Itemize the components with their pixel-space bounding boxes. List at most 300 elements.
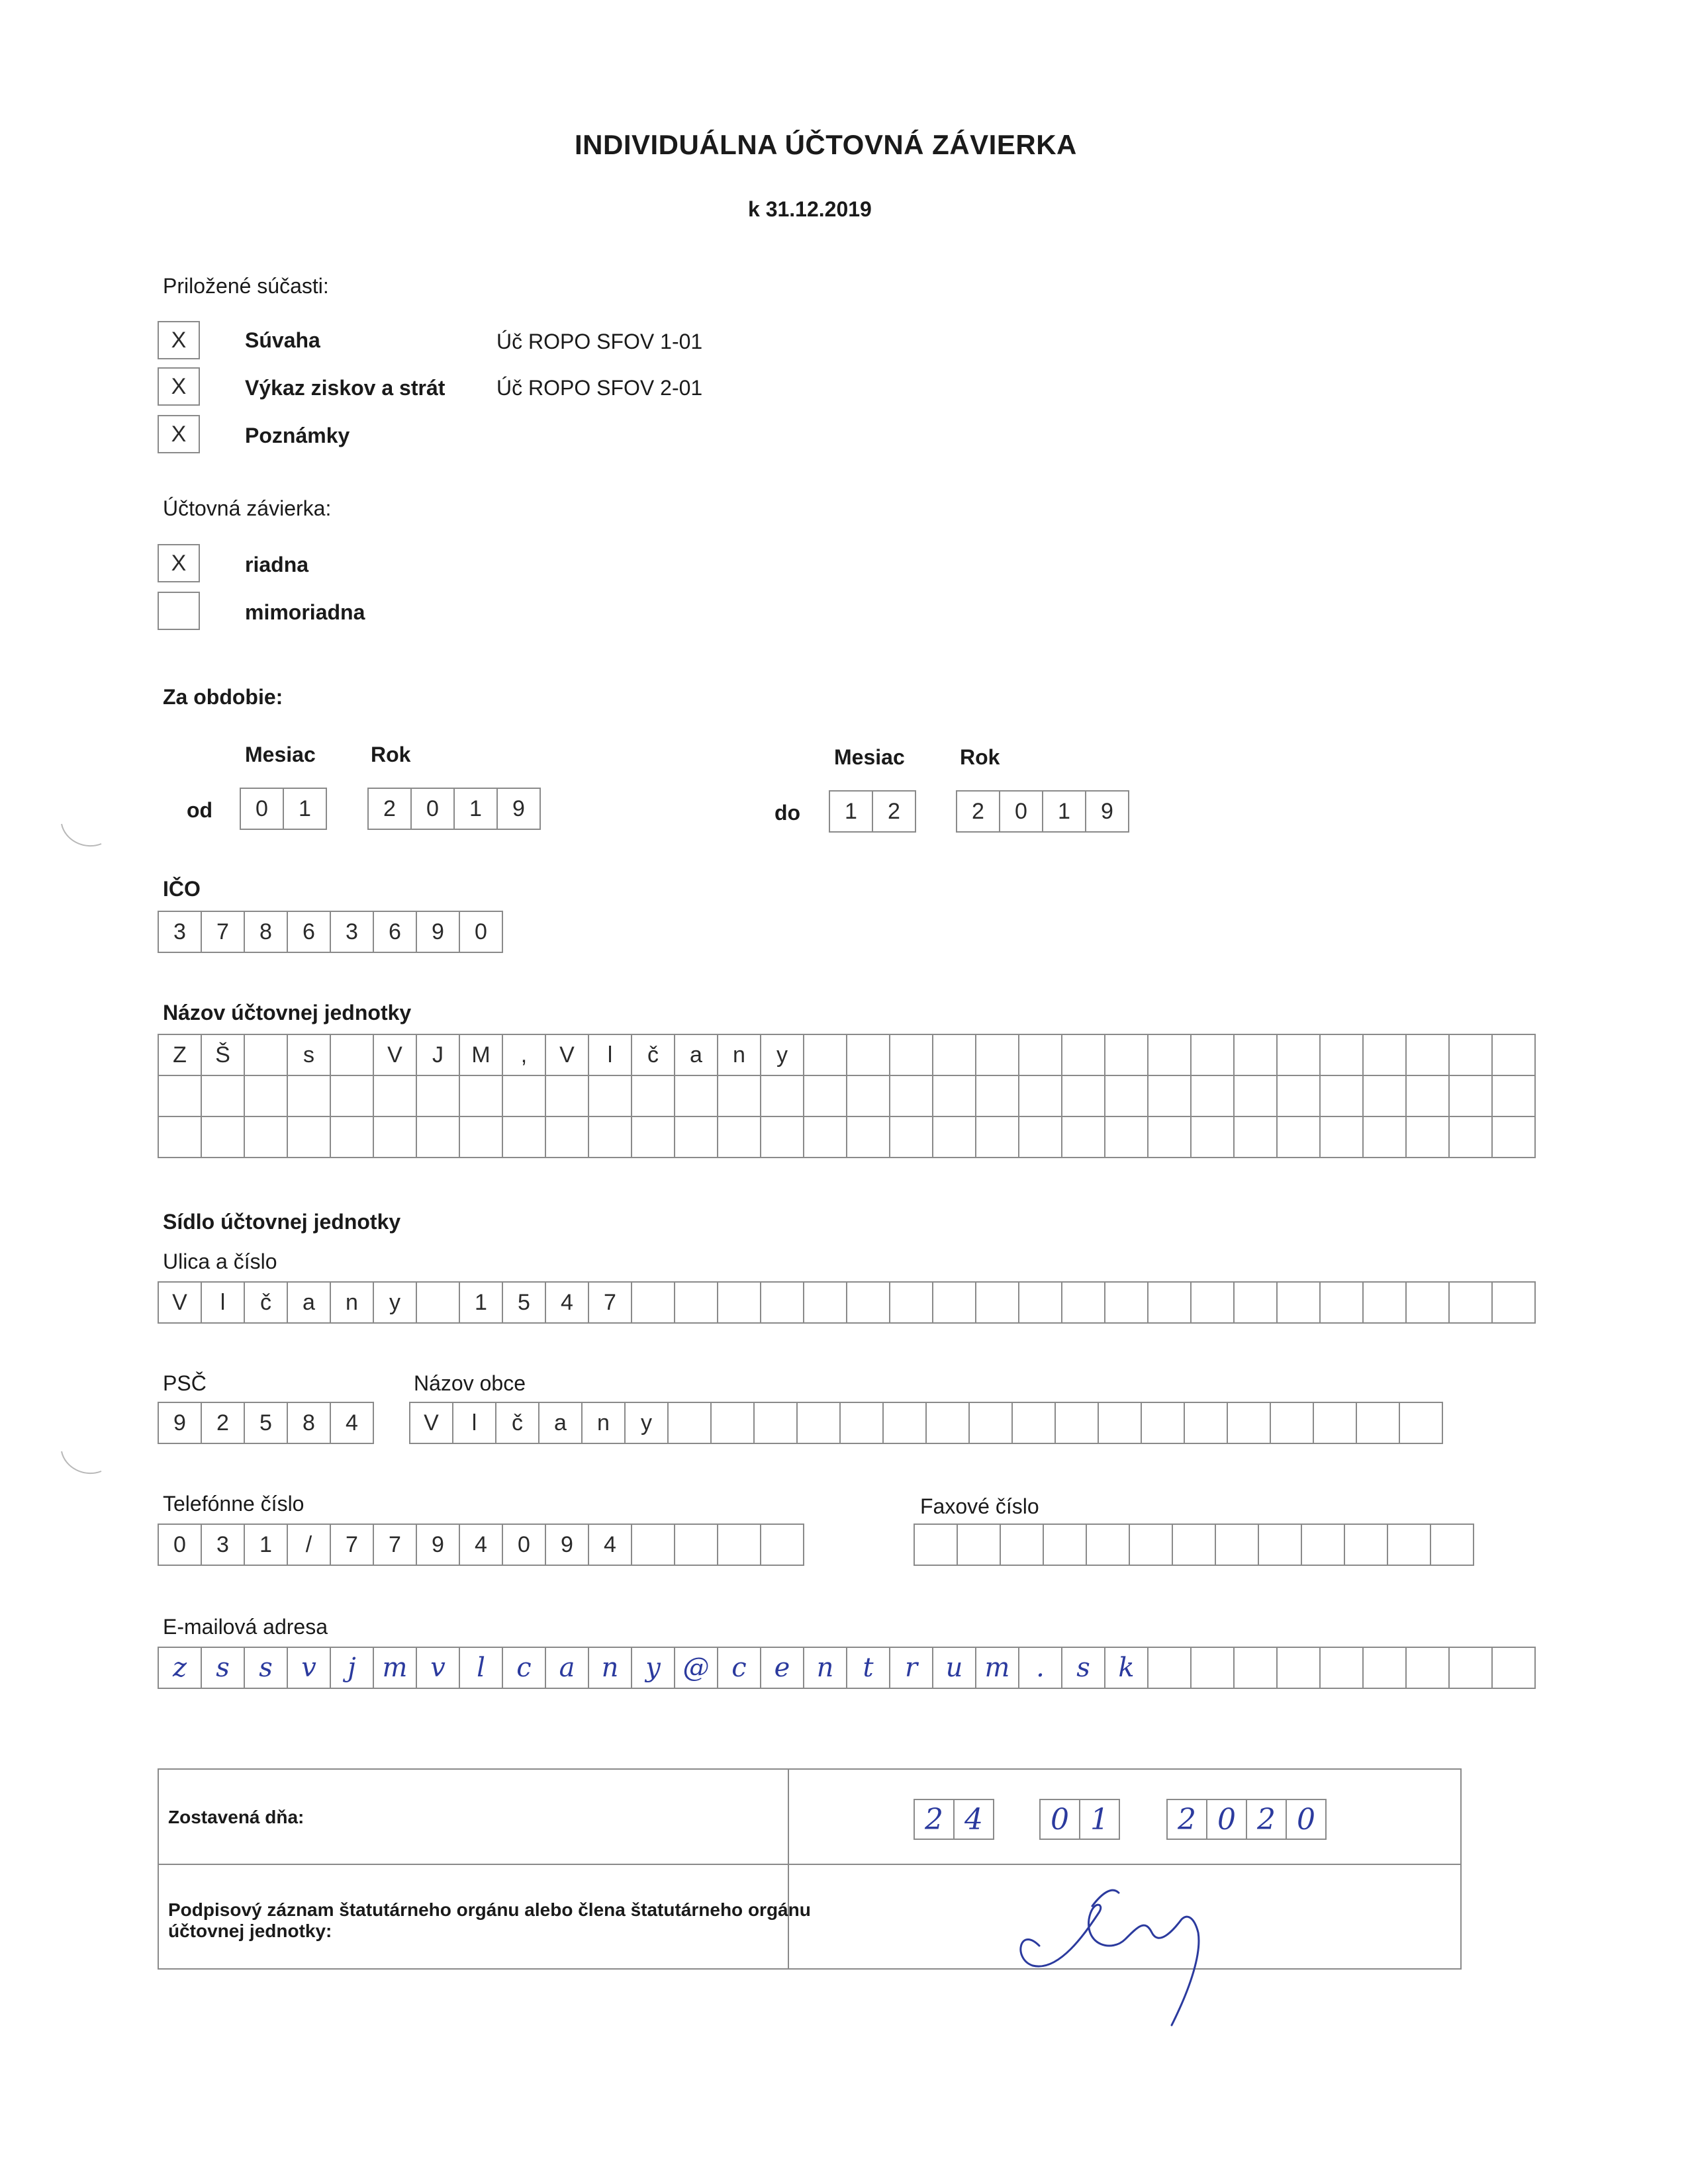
attachment-code-vykaz: Úč ROPO SFOV 2-01 xyxy=(496,376,703,400)
fax-char[interactable] xyxy=(1172,1524,1216,1566)
entity-name-char[interactable] xyxy=(1104,1116,1149,1158)
entity-name-char[interactable] xyxy=(1018,1034,1062,1076)
phone-char[interactable] xyxy=(760,1524,804,1566)
email-char[interactable]: r xyxy=(889,1647,933,1689)
entity-name-char[interactable] xyxy=(1491,1034,1536,1076)
street-char[interactable] xyxy=(1276,1281,1321,1324)
city-char[interactable] xyxy=(1141,1402,1185,1444)
entity-name-char[interactable] xyxy=(717,1075,761,1117)
city-char[interactable]: V xyxy=(409,1402,453,1444)
binder-hole-mark xyxy=(58,1448,105,1481)
street-char[interactable] xyxy=(1448,1281,1493,1324)
attachment-checkbox-suvaha[interactable]: X xyxy=(158,321,200,359)
entity-name-char[interactable] xyxy=(846,1034,890,1076)
attachment-code-suvaha: Úč ROPO SFOV 1-01 xyxy=(496,330,703,353)
entity-name-char[interactable] xyxy=(1491,1075,1536,1117)
entity-name-char[interactable] xyxy=(1448,1075,1493,1117)
entity-name-char[interactable] xyxy=(631,1116,675,1158)
ico-digit[interactable]: 3 xyxy=(330,911,374,953)
street-grid xyxy=(158,1281,1536,1324)
closing-checkbox-mimoriadna[interactable] xyxy=(158,592,200,630)
phone-char[interactable]: 7 xyxy=(330,1524,374,1566)
entity-name-grid xyxy=(158,1034,1536,1158)
street-char[interactable] xyxy=(717,1281,761,1324)
street-char[interactable] xyxy=(975,1281,1019,1324)
phone-char[interactable]: 4 xyxy=(588,1524,632,1566)
zip-grid xyxy=(158,1402,374,1444)
entity-name-char[interactable] xyxy=(158,1075,202,1117)
footer-table-divider xyxy=(158,1864,1460,1865)
entity-name-char[interactable] xyxy=(803,1075,847,1117)
from-year-digit[interactable]: 0 xyxy=(410,788,455,830)
email-char[interactable]: k xyxy=(1104,1647,1149,1689)
entity-name-char[interactable] xyxy=(1319,1116,1364,1158)
phone-label: Telefónne číslo xyxy=(163,1492,305,1516)
fax-char[interactable] xyxy=(957,1524,1001,1566)
zip-digit[interactable]: 5 xyxy=(244,1402,288,1444)
entity-name-char[interactable] xyxy=(1233,1116,1278,1158)
fax-char[interactable] xyxy=(1301,1524,1345,1566)
from-year-digit[interactable]: 2 xyxy=(367,788,412,830)
entity-name-char[interactable] xyxy=(889,1034,933,1076)
city-char[interactable] xyxy=(1227,1402,1271,1444)
compiled-day-digit[interactable]: 4 xyxy=(953,1799,994,1840)
email-char[interactable] xyxy=(1405,1647,1450,1689)
city-char[interactable] xyxy=(1011,1402,1056,1444)
ico-digit[interactable]: 0 xyxy=(459,911,503,953)
entity-name-row xyxy=(158,1034,1536,1076)
compiled-month-grid xyxy=(1039,1799,1120,1840)
street-char[interactable] xyxy=(760,1281,804,1324)
street-char[interactable] xyxy=(1104,1281,1149,1324)
street-char[interactable] xyxy=(416,1281,460,1324)
phone-grid xyxy=(158,1524,804,1566)
entity-name-char[interactable]: č xyxy=(631,1034,675,1076)
city-char[interactable]: l xyxy=(452,1402,496,1444)
from-year-label: Rok xyxy=(371,743,411,766)
entity-name-char[interactable] xyxy=(1061,1075,1105,1117)
compiled-year-digit[interactable]: 2 xyxy=(1166,1799,1207,1840)
entity-name-char[interactable] xyxy=(330,1075,374,1117)
entity-name-char[interactable] xyxy=(330,1034,374,1076)
entity-name-char[interactable]: J xyxy=(416,1034,460,1076)
zip-label: PSČ xyxy=(163,1371,207,1395)
entity-name-char[interactable] xyxy=(1018,1075,1062,1117)
city-char[interactable] xyxy=(1399,1402,1443,1444)
street-char[interactable]: a xyxy=(287,1281,331,1324)
email-char[interactable]: c xyxy=(717,1647,761,1689)
ico-digit[interactable]: 6 xyxy=(373,911,417,953)
city-char[interactable] xyxy=(968,1402,1013,1444)
phone-char[interactable] xyxy=(631,1524,675,1566)
zip-digit[interactable]: 8 xyxy=(287,1402,331,1444)
entity-name-char[interactable] xyxy=(373,1116,417,1158)
street-char[interactable] xyxy=(1405,1281,1450,1324)
phone-char[interactable]: 0 xyxy=(502,1524,546,1566)
email-char[interactable]: v xyxy=(287,1647,331,1689)
to-month-digit[interactable]: 2 xyxy=(872,790,916,833)
fax-char[interactable] xyxy=(1215,1524,1259,1566)
phone-char[interactable] xyxy=(674,1524,718,1566)
to-year-digit[interactable]: 2 xyxy=(956,790,1000,833)
entity-name-char[interactable] xyxy=(244,1116,288,1158)
entity-name-char[interactable] xyxy=(1061,1034,1105,1076)
entity-name-char[interactable]: s xyxy=(287,1034,331,1076)
entity-name-char[interactable] xyxy=(416,1075,460,1117)
to-month-grid xyxy=(829,790,916,833)
entity-name-char[interactable] xyxy=(1276,1034,1321,1076)
city-char[interactable] xyxy=(925,1402,970,1444)
street-char[interactable] xyxy=(889,1281,933,1324)
signature-scribble xyxy=(1013,1873,1238,2045)
entity-name-char[interactable] xyxy=(1104,1075,1149,1117)
binder-hole-mark xyxy=(58,821,105,854)
zip-digit[interactable]: 4 xyxy=(330,1402,374,1444)
email-char[interactable]: e xyxy=(760,1647,804,1689)
entity-name-char[interactable] xyxy=(1276,1116,1321,1158)
email-char[interactable]: @ xyxy=(674,1647,718,1689)
email-char[interactable] xyxy=(1190,1647,1235,1689)
phone-char[interactable]: 0 xyxy=(158,1524,202,1566)
email-char[interactable]: m xyxy=(373,1647,417,1689)
street-char[interactable] xyxy=(1147,1281,1192,1324)
from-year-digit[interactable]: 1 xyxy=(453,788,498,830)
street-label: Ulica a číslo xyxy=(163,1250,277,1273)
ico-digit[interactable]: 3 xyxy=(158,911,202,953)
footer-table-divider xyxy=(788,1768,789,1968)
fax-char[interactable] xyxy=(1258,1524,1302,1566)
entity-name-char[interactable] xyxy=(975,1075,1019,1117)
entity-name-char[interactable] xyxy=(244,1075,288,1117)
entity-name-char[interactable] xyxy=(932,1034,976,1076)
street-char[interactable] xyxy=(1061,1281,1105,1324)
entity-name-char[interactable]: V xyxy=(545,1034,589,1076)
entity-name-char[interactable] xyxy=(330,1116,374,1158)
entity-name-char[interactable] xyxy=(932,1116,976,1158)
street-char[interactable] xyxy=(803,1281,847,1324)
fax-grid xyxy=(914,1524,1474,1566)
ico-grid xyxy=(158,911,503,953)
compiled-label: Zostavená dňa: xyxy=(168,1807,305,1827)
ico-digit[interactable]: 8 xyxy=(244,911,288,953)
entity-name-char[interactable]: , xyxy=(502,1034,546,1076)
entity-name-char[interactable]: a xyxy=(674,1034,718,1076)
email-char[interactable] xyxy=(1147,1647,1192,1689)
to-year-digit[interactable]: 1 xyxy=(1042,790,1086,833)
document-title: INDIVIDUÁLNA ÚČTOVNÁ ZÁVIERKA xyxy=(575,129,1077,160)
entity-name-char[interactable] xyxy=(674,1075,718,1117)
compiled-day-digit[interactable]: 2 xyxy=(914,1799,955,1840)
entity-name-row xyxy=(158,1116,1536,1158)
fax-char[interactable] xyxy=(1129,1524,1173,1566)
attachment-checkbox-vykaz[interactable]: X xyxy=(158,367,200,406)
attachment-label-suvaha: Súvaha xyxy=(245,328,320,352)
city-char[interactable] xyxy=(1184,1402,1228,1444)
email-char[interactable]: a xyxy=(545,1647,589,1689)
entity-name-char[interactable] xyxy=(1190,1116,1235,1158)
street-char[interactable] xyxy=(846,1281,890,1324)
entity-name-char[interactable] xyxy=(717,1116,761,1158)
city-char[interactable] xyxy=(1055,1402,1099,1444)
email-char[interactable]: y xyxy=(631,1647,675,1689)
fax-char[interactable] xyxy=(914,1524,958,1566)
entity-name-char[interactable] xyxy=(545,1116,589,1158)
phone-char[interactable] xyxy=(717,1524,761,1566)
email-char[interactable]: u xyxy=(932,1647,976,1689)
entity-name-char[interactable] xyxy=(588,1075,632,1117)
to-year-digit[interactable]: 9 xyxy=(1085,790,1129,833)
compiled-year-digit[interactable]: 2 xyxy=(1246,1799,1287,1840)
entity-name-char[interactable] xyxy=(1405,1116,1450,1158)
compiled-month-digit[interactable]: 0 xyxy=(1039,1799,1080,1840)
email-char[interactable]: s xyxy=(1061,1647,1105,1689)
entity-name-char[interactable] xyxy=(459,1075,503,1117)
entity-name-char[interactable] xyxy=(846,1075,890,1117)
entity-name-char[interactable] xyxy=(1448,1034,1493,1076)
city-char[interactable] xyxy=(1356,1402,1400,1444)
street-char[interactable] xyxy=(1018,1281,1062,1324)
fax-char[interactable] xyxy=(1344,1524,1388,1566)
phone-char[interactable]: 4 xyxy=(459,1524,503,1566)
city-char[interactable] xyxy=(1313,1402,1357,1444)
ico-digit[interactable]: 9 xyxy=(416,911,460,953)
entity-name-char[interactable] xyxy=(1448,1116,1493,1158)
entity-name-char[interactable]: y xyxy=(760,1034,804,1076)
entity-name-char[interactable]: M xyxy=(459,1034,503,1076)
from-month-digit[interactable]: 0 xyxy=(240,788,284,830)
entity-name-char[interactable] xyxy=(1233,1034,1278,1076)
compiled-year-digit[interactable]: 0 xyxy=(1286,1799,1327,1840)
email-char[interactable] xyxy=(1448,1647,1493,1689)
email-grid xyxy=(158,1647,1536,1689)
city-char[interactable]: n xyxy=(581,1402,626,1444)
email-char[interactable]: j xyxy=(330,1647,374,1689)
entity-name-char[interactable] xyxy=(1405,1034,1450,1076)
email-char[interactable] xyxy=(1276,1647,1321,1689)
fax-char[interactable] xyxy=(1043,1524,1087,1566)
phone-char[interactable]: 7 xyxy=(373,1524,417,1566)
entity-name-char[interactable] xyxy=(1147,1075,1192,1117)
to-year-grid xyxy=(956,790,1129,833)
entity-name-char[interactable] xyxy=(373,1075,417,1117)
entity-name-char[interactable] xyxy=(760,1075,804,1117)
entity-name-char[interactable] xyxy=(1276,1075,1321,1117)
compiled-month-digit[interactable]: 1 xyxy=(1079,1799,1120,1840)
compiled-year-digit[interactable]: 0 xyxy=(1206,1799,1247,1840)
entity-name-char[interactable] xyxy=(502,1075,546,1117)
closing-checkbox-riadna[interactable]: X xyxy=(158,544,200,582)
attachments-label: Priložené súčasti: xyxy=(163,274,329,298)
entity-name-char[interactable] xyxy=(1362,1034,1407,1076)
compiled-year-grid xyxy=(1166,1799,1327,1840)
zip-digit[interactable]: 9 xyxy=(158,1402,202,1444)
street-char[interactable]: 7 xyxy=(588,1281,632,1324)
email-char[interactable]: . xyxy=(1018,1647,1062,1689)
to-year-digit[interactable]: 0 xyxy=(999,790,1043,833)
entity-name-char[interactable] xyxy=(502,1116,546,1158)
fax-char[interactable] xyxy=(1387,1524,1431,1566)
entity-name-char[interactable] xyxy=(1405,1075,1450,1117)
email-char[interactable]: c xyxy=(502,1647,546,1689)
closing-label-riadna: riadna xyxy=(245,553,309,576)
entity-name-char[interactable] xyxy=(1319,1034,1364,1076)
street-char[interactable] xyxy=(674,1281,718,1324)
entity-name-char[interactable] xyxy=(459,1116,503,1158)
from-year-grid xyxy=(367,788,541,830)
entity-name-char[interactable] xyxy=(1362,1116,1407,1158)
street-char[interactable]: 4 xyxy=(545,1281,589,1324)
email-char[interactable]: m xyxy=(975,1647,1019,1689)
entity-name-char[interactable] xyxy=(889,1116,933,1158)
to-month-label: Mesiac xyxy=(834,745,905,769)
city-char[interactable]: č xyxy=(495,1402,539,1444)
fax-char[interactable] xyxy=(1086,1524,1130,1566)
entity-name-char[interactable] xyxy=(1491,1116,1536,1158)
entity-name-char[interactable] xyxy=(1190,1075,1235,1117)
entity-name-char[interactable] xyxy=(932,1075,976,1117)
email-char[interactable] xyxy=(1233,1647,1278,1689)
street-char[interactable] xyxy=(1319,1281,1364,1324)
phone-char[interactable]: / xyxy=(287,1524,331,1566)
entity-name-char[interactable]: Z xyxy=(158,1034,202,1076)
email-char[interactable]: n xyxy=(803,1647,847,1689)
fax-char[interactable] xyxy=(1000,1524,1044,1566)
phone-char[interactable]: 3 xyxy=(201,1524,245,1566)
entity-name-label: Názov účtovnej jednotky xyxy=(163,1001,412,1024)
email-char[interactable] xyxy=(1362,1647,1407,1689)
entity-name-char[interactable] xyxy=(1061,1116,1105,1158)
fax-char[interactable] xyxy=(1430,1524,1474,1566)
entity-name-char[interactable]: l xyxy=(588,1034,632,1076)
email-char[interactable]: t xyxy=(846,1647,890,1689)
entity-name-char[interactable]: Š xyxy=(201,1034,245,1076)
street-char[interactable]: l xyxy=(201,1281,245,1324)
from-label: od xyxy=(187,798,213,822)
document-date: k 31.12.2019 xyxy=(748,197,872,221)
city-label: Názov obce xyxy=(414,1371,526,1395)
closing-label-mimoriadna: mimoriadna xyxy=(245,600,365,624)
entity-name-char[interactable] xyxy=(158,1116,202,1158)
entity-name-char[interactable] xyxy=(1319,1075,1364,1117)
street-char[interactable]: n xyxy=(330,1281,374,1324)
city-char[interactable] xyxy=(839,1402,884,1444)
entity-name-char[interactable] xyxy=(588,1116,632,1158)
entity-name-char[interactable] xyxy=(889,1075,933,1117)
signature-label-line1: Podpisový záznam štatutárneho orgánu alebo člena štatutárneho orgánu xyxy=(168,1899,811,1920)
entity-name-char[interactable] xyxy=(287,1116,331,1158)
city-char[interactable] xyxy=(710,1402,755,1444)
entity-name-char[interactable] xyxy=(975,1034,1019,1076)
from-month-grid xyxy=(240,788,327,830)
ico-digit[interactable]: 7 xyxy=(201,911,245,953)
entity-name-char[interactable] xyxy=(1362,1075,1407,1117)
entity-name-char[interactable] xyxy=(674,1116,718,1158)
city-char[interactable] xyxy=(796,1402,841,1444)
entity-name-char[interactable] xyxy=(631,1075,675,1117)
street-char[interactable]: V xyxy=(158,1281,202,1324)
phone-char[interactable]: 1 xyxy=(244,1524,288,1566)
email-char[interactable]: s xyxy=(244,1647,288,1689)
compiled-day-grid xyxy=(914,1799,994,1840)
entity-name-char[interactable] xyxy=(1018,1116,1062,1158)
entity-name-char[interactable] xyxy=(760,1116,804,1158)
email-char[interactable] xyxy=(1491,1647,1536,1689)
street-char[interactable]: 5 xyxy=(502,1281,546,1324)
street-char[interactable]: 1 xyxy=(459,1281,503,1324)
entity-name-char[interactable] xyxy=(244,1034,288,1076)
city-char[interactable] xyxy=(1270,1402,1314,1444)
entity-name-char[interactable] xyxy=(1147,1116,1192,1158)
email-char[interactable]: z xyxy=(158,1647,202,1689)
entity-name-char[interactable] xyxy=(803,1034,847,1076)
from-year-digit[interactable]: 9 xyxy=(496,788,541,830)
entity-name-char[interactable] xyxy=(975,1116,1019,1158)
city-char[interactable]: a xyxy=(538,1402,583,1444)
entity-name-char[interactable] xyxy=(803,1116,847,1158)
street-char[interactable] xyxy=(631,1281,675,1324)
signature-label-line2: účtovnej jednotky: xyxy=(168,1921,332,1941)
fax-label: Faxové číslo xyxy=(920,1494,1039,1518)
entity-name-char[interactable] xyxy=(1233,1075,1278,1117)
street-char[interactable] xyxy=(1491,1281,1536,1324)
zip-digit[interactable]: 2 xyxy=(201,1402,245,1444)
entity-name-char[interactable] xyxy=(545,1075,589,1117)
from-month-digit[interactable]: 1 xyxy=(283,788,327,830)
entity-name-char[interactable] xyxy=(1190,1034,1235,1076)
street-char[interactable] xyxy=(1190,1281,1235,1324)
entity-name-row xyxy=(158,1075,1536,1117)
street-char[interactable] xyxy=(1362,1281,1407,1324)
entity-name-char[interactable] xyxy=(846,1116,890,1158)
email-char[interactable]: l xyxy=(459,1647,503,1689)
email-char[interactable] xyxy=(1319,1647,1364,1689)
to-year-label: Rok xyxy=(960,745,1000,769)
city-char[interactable] xyxy=(667,1402,712,1444)
entity-name-char[interactable] xyxy=(287,1075,331,1117)
street-char[interactable]: č xyxy=(244,1281,288,1324)
entity-name-char[interactable] xyxy=(1147,1034,1192,1076)
to-month-digit[interactable]: 1 xyxy=(829,790,873,833)
entity-name-char[interactable] xyxy=(416,1116,460,1158)
email-label: E-mailová adresa xyxy=(163,1615,328,1639)
to-label: do xyxy=(774,801,801,825)
city-char[interactable] xyxy=(753,1402,798,1444)
city-char[interactable] xyxy=(882,1402,927,1444)
street-char[interactable] xyxy=(1233,1281,1278,1324)
email-char[interactable]: v xyxy=(416,1647,460,1689)
entity-name-char[interactable]: V xyxy=(373,1034,417,1076)
from-month-label: Mesiac xyxy=(245,743,316,766)
city-char[interactable]: y xyxy=(624,1402,669,1444)
attachment-checkbox-poznamky[interactable]: X xyxy=(158,415,200,453)
address-label: Sídlo účtovnej jednotky xyxy=(163,1210,401,1234)
ico-digit[interactable]: 6 xyxy=(287,911,331,953)
city-grid xyxy=(409,1402,1443,1444)
entity-name-char[interactable] xyxy=(201,1075,245,1117)
email-char[interactable]: n xyxy=(588,1647,632,1689)
street-char[interactable] xyxy=(932,1281,976,1324)
city-char[interactable] xyxy=(1098,1402,1142,1444)
phone-char[interactable]: 9 xyxy=(416,1524,460,1566)
phone-char[interactable]: 9 xyxy=(545,1524,589,1566)
entity-name-char[interactable]: n xyxy=(717,1034,761,1076)
period-label: Za obdobie: xyxy=(163,685,283,709)
attachment-label-vykaz: Výkaz ziskov a strát xyxy=(245,376,445,400)
email-char[interactable]: s xyxy=(201,1647,245,1689)
entity-name-char[interactable] xyxy=(201,1116,245,1158)
street-char[interactable]: y xyxy=(373,1281,417,1324)
entity-name-char[interactable] xyxy=(1104,1034,1149,1076)
